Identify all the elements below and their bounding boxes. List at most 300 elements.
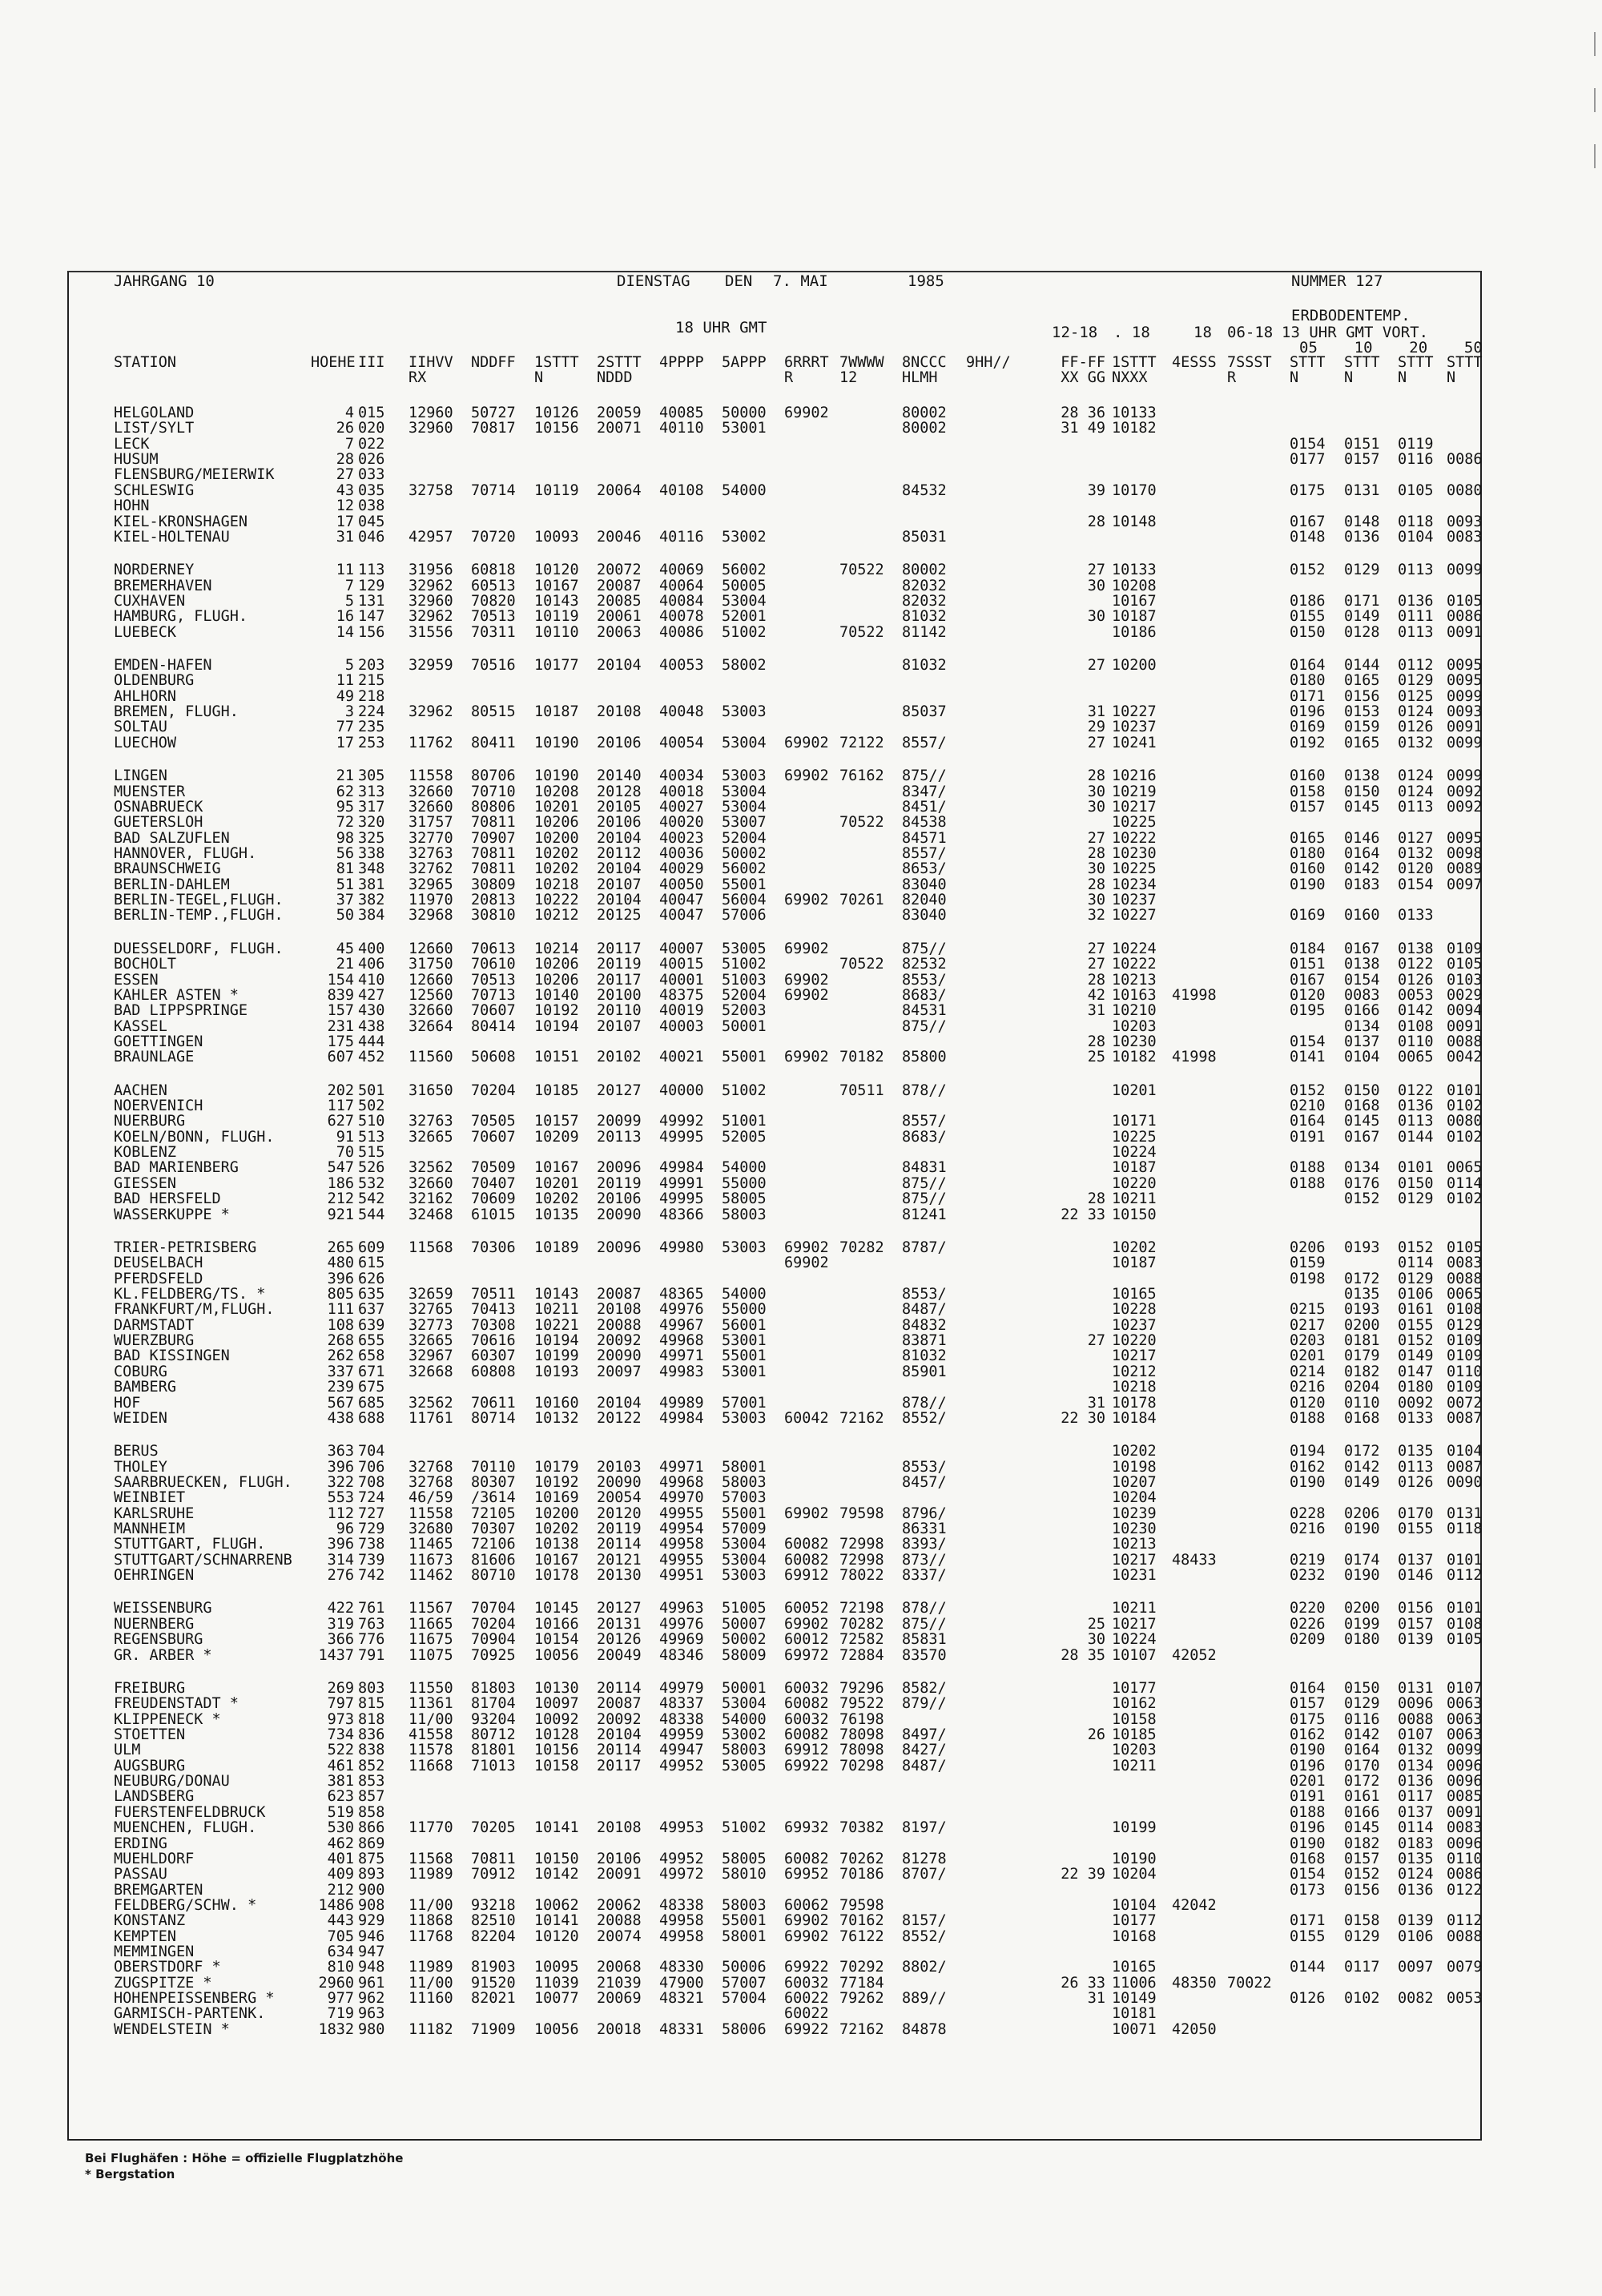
cell-soil-20: 0156 [1398, 1600, 1434, 1617]
cell-soil-50: 0129 [1447, 1317, 1483, 1334]
cell-temp-2: 20085 [597, 593, 642, 610]
cell-block-id: 410 [358, 972, 385, 989]
cell-soil-50: 0112 [1447, 1567, 1483, 1584]
cell-soil-10: 0172 [1344, 1773, 1380, 1790]
cell-temp-2: 20122 [597, 1410, 642, 1427]
cell-temp-1: 11039 [534, 1975, 579, 1992]
cell-height: 973 [327, 1711, 354, 1728]
cell-soil-10: 0182 [1344, 1835, 1380, 1852]
cell-nddff: 50608 [471, 1049, 516, 1065]
cell-iihvv: 32660 [409, 799, 453, 816]
cell-temp-1: 10154 [534, 1631, 579, 1648]
cell-pressure-4: 49995 [659, 1190, 704, 1207]
cell-soil-50: 0102 [1447, 1190, 1483, 1207]
cell-station: ULM [114, 1742, 141, 1758]
cell-height: 11 [336, 672, 354, 689]
cell-soil-10: 0137 [1344, 1033, 1380, 1050]
cell-temp-2: 20119 [597, 1175, 642, 1192]
cell-soil-50: 0112 [1447, 1912, 1483, 1929]
cell-temp-max-min: 10212 [1112, 1364, 1157, 1380]
cell-weather-7: 70282 [839, 1239, 884, 1256]
cell-soil-20: 0107 [1398, 1726, 1434, 1743]
cell-iihvv: 11762 [409, 735, 453, 751]
cell-station: OBERSTDORF * [114, 1959, 221, 1976]
cell-height: 91 [336, 1129, 354, 1146]
cell-pressure-4: 49969 [659, 1631, 704, 1648]
cell-soil-20: 0136 [1398, 1882, 1434, 1899]
cell-soil-50: 0086 [1447, 451, 1483, 468]
cell-wind-max: 28 [1087, 972, 1105, 989]
cell-tendency-5: 50005 [722, 578, 767, 594]
cell-soil-10: 0200 [1344, 1317, 1380, 1334]
table-row [0, 1774, 1522, 1789]
cell-temp-1: 10201 [534, 799, 579, 816]
cell-temp-max-min: 10167 [1112, 593, 1157, 610]
cell-precip-6: 60032 [784, 1680, 829, 1697]
cell-tendency-5: 55001 [722, 1505, 767, 1522]
cell-soil-10: 0150 [1344, 783, 1380, 800]
cell-precip-6: 69922 [784, 1959, 829, 1976]
cell-cloud-8: 8683/ [902, 987, 947, 1004]
cell-height: 212 [327, 1190, 354, 1207]
cell-station: EMDEN-HAFEN [114, 657, 212, 674]
cell-height: 31 [336, 529, 354, 546]
cell-temp-1: 10221 [534, 1317, 579, 1334]
cell-cloud-8: 85031 [902, 529, 947, 546]
cell-temp-max-min: 10148 [1112, 514, 1157, 530]
cell-block-id: 639 [358, 1317, 385, 1334]
cell-nddff: 80806 [471, 799, 516, 816]
cell-block-id: 320 [358, 814, 385, 831]
cell-pressure-4: 49980 [659, 1239, 704, 1256]
cell-station: LUEBECK [114, 624, 176, 641]
cell-tendency-5: 51003 [722, 972, 767, 989]
cell-pressure-4: 48338 [659, 1897, 704, 1914]
cell-height: 396 [327, 1536, 354, 1553]
cell-temp-2: 20063 [597, 624, 642, 641]
cell-cloud-8: 875// [902, 1190, 947, 1207]
cell-temp-max-min: 10211 [1112, 1190, 1157, 1207]
cell-nddff: 70610 [471, 956, 516, 973]
cell-precip-6: 69902 [784, 735, 829, 751]
den-label: DEN [725, 272, 753, 290]
table-row [0, 1176, 1522, 1191]
cell-precip-6: 60082 [784, 1695, 829, 1712]
cell-cloud-8: 8347/ [902, 783, 947, 800]
cell-station: BAD LIPPSPRINGE [114, 1002, 248, 1019]
cell-iihvv: 11770 [409, 1819, 453, 1836]
cell-station: FREIBURG [114, 1680, 186, 1697]
cell-soil-50: 0087 [1447, 1459, 1483, 1476]
cell-temp-2: 20104 [597, 892, 642, 908]
cell-snow-4: 42050 [1172, 2021, 1217, 2038]
cell-pressure-4: 40015 [659, 956, 704, 973]
cell-temp-1: 10150 [534, 1851, 579, 1867]
cell-temp-max-min: 10163 [1112, 987, 1157, 1004]
cell-block-id: 131 [358, 593, 385, 610]
cell-wind-max: 27 [1087, 1332, 1105, 1349]
group-header-1218: 12-18 [1052, 324, 1098, 341]
cell-iihvv: 31956 [409, 562, 453, 578]
cell-station: STUTTGART/SCHNARRENB [114, 1552, 292, 1569]
cell-soil-50: 0065 [1447, 1286, 1483, 1303]
cell-soil-20: 0124 [1398, 767, 1434, 784]
cell-height: 21 [336, 956, 354, 973]
cell-soil-10: 0206 [1344, 1505, 1380, 1522]
cell-temp-2: 20064 [597, 482, 642, 499]
cell-temp-1: 10166 [534, 1616, 579, 1633]
cell-cloud-8: 84538 [902, 814, 947, 831]
cell-soil-50: 0101 [1447, 1552, 1483, 1569]
cell-soil-50: 0079 [1447, 1959, 1483, 1976]
cell-iihvv: 11/00 [409, 1897, 453, 1914]
cell-iihvv: 11361 [409, 1695, 453, 1712]
cell-temp-2: 20074 [597, 1928, 642, 1945]
cell-cloud-8: 84831 [902, 1159, 947, 1176]
cell-temp-2: 20104 [597, 1395, 642, 1412]
cell-temp-1: 10208 [534, 783, 579, 800]
cell-soil-10: 0159 [1344, 719, 1380, 735]
cell-temp-2: 20072 [597, 562, 642, 578]
cell-height: 366 [327, 1631, 354, 1648]
cell-iihvv: 12560 [409, 987, 453, 1004]
cell-soil-50: 0114 [1447, 1175, 1483, 1192]
group-header-0618: 06-18 [1227, 324, 1274, 341]
table-row [0, 625, 1522, 640]
cell-temp-1: 10132 [534, 1410, 579, 1427]
cell-height: 175 [327, 1033, 354, 1050]
cell-temp-1: 10093 [534, 529, 579, 546]
cell-soil-50: 0122 [1447, 1882, 1483, 1899]
cell-iihvv: 11462 [409, 1567, 453, 1584]
cell-pressure-4: 40007 [659, 941, 704, 957]
cell-temp-max-min: 10198 [1112, 1459, 1157, 1476]
cell-soil-05: 0152 [1290, 1082, 1326, 1099]
cell-block-id: 947 [358, 1944, 385, 1960]
cell-soil-05: 0154 [1290, 1866, 1326, 1883]
cell-soil-10: 0161 [1344, 1788, 1380, 1805]
cell-tendency-5: 54000 [722, 1286, 767, 1303]
cell-iihvv: 32773 [409, 1317, 453, 1334]
cell-wind-max: 31 49 [1061, 420, 1105, 437]
cell-cloud-8: 8393/ [902, 1536, 947, 1553]
table-row [0, 1191, 1522, 1206]
cell-weather-7: 78098 [839, 1726, 884, 1743]
cell-wind-max: 28 [1087, 845, 1105, 862]
cell-tendency-5: 51002 [722, 956, 767, 973]
cell-height: 810 [327, 1959, 354, 1976]
cell-temp-2: 20110 [597, 1002, 642, 1019]
cell-cloud-8: 83040 [902, 907, 947, 924]
cell-station: ERDING [114, 1835, 167, 1852]
cell-station: LINGEN [114, 767, 167, 784]
cell-soil-20: 0137 [1398, 1552, 1434, 1569]
cell-soil-50: 0080 [1447, 482, 1483, 499]
cell-soil-05: 0198 [1290, 1271, 1326, 1287]
cell-pressure-4: 40003 [659, 1018, 704, 1035]
cell-soil-50: 0063 [1447, 1726, 1483, 1743]
cell-soil-20: 0114 [1398, 1819, 1434, 1836]
cell-nddff: 70811 [471, 1851, 516, 1867]
cell-soil-20: 0137 [1398, 1804, 1434, 1821]
table-row [0, 1601, 1522, 1616]
cell-temp-max-min: 10217 [1112, 1347, 1157, 1364]
cell-pressure-4: 49979 [659, 1680, 704, 1697]
cell-nddff: 80414 [471, 1018, 516, 1035]
cell-block-id: 776 [358, 1631, 385, 1648]
cell-temp-1: 10167 [534, 578, 579, 594]
cell-soil-05: 0151 [1290, 956, 1326, 973]
cell-precip-6: 69922 [784, 2021, 829, 2038]
cell-pressure-4: 49954 [659, 1521, 704, 1537]
cell-cloud-8: 8497/ [902, 1726, 947, 1743]
cell-wind-max: 28 35 [1061, 1647, 1105, 1664]
cell-wind-max: 28 36 [1061, 405, 1105, 421]
cell-height: 607 [327, 1049, 354, 1065]
cell-iihvv: 11160 [409, 1990, 453, 2007]
cell-block-id: 147 [358, 608, 385, 625]
cell-height: 56 [336, 845, 354, 862]
cell-precip-6: 60032 [784, 1711, 829, 1728]
cell-temp-1: 10206 [534, 972, 579, 989]
cell-iihvv: 32768 [409, 1459, 453, 1476]
cell-station: BERUS [114, 1443, 159, 1460]
cell-temp-1: 10209 [534, 1129, 579, 1146]
cell-temp-1: 10200 [534, 1505, 579, 1522]
cell-height: 396 [327, 1271, 354, 1287]
col-header-temp-2: 2STTT [597, 354, 642, 371]
cell-iihvv: 31750 [409, 956, 453, 973]
cell-station: WEISSENBURG [114, 1600, 212, 1617]
cell-station: KIEL-KRONSHAGEN [114, 514, 248, 530]
cell-height: 363 [327, 1443, 354, 1460]
cell-cloud-8: 875// [902, 1175, 947, 1192]
cell-soil-50: 0063 [1447, 1711, 1483, 1728]
cell-soil-50: 0083 [1447, 1819, 1483, 1836]
cell-snow-4: 41998 [1172, 1049, 1217, 1065]
cell-block-id: 727 [358, 1505, 385, 1522]
cell-weather-7: 70522 [839, 562, 884, 578]
group-header-18a: . 18 [1113, 324, 1150, 341]
table-row [0, 1820, 1522, 1835]
cell-temp-1: 10218 [534, 876, 579, 893]
cell-block-id: 836 [358, 1726, 385, 1743]
cell-soil-05: 0175 [1290, 1711, 1326, 1728]
cell-tendency-5: 51002 [722, 1082, 767, 1099]
cell-block-id: 893 [358, 1866, 385, 1883]
cell-height: 26 [336, 420, 354, 437]
cell-soil-05: 0152 [1290, 562, 1326, 578]
cell-temp-max-min: 10202 [1112, 1443, 1157, 1460]
cell-temp-2: 20062 [597, 1897, 642, 1914]
soil-temp-title: ERDBODENTEMP. [1291, 307, 1411, 324]
cell-soil-20: 0088 [1398, 1711, 1434, 1728]
cell-temp-max-min: 10202 [1112, 1239, 1157, 1256]
cell-iihvv: 11/00 [409, 1975, 453, 1992]
cell-cloud-8: 8337/ [902, 1567, 947, 1584]
cell-tendency-5: 50002 [722, 845, 767, 862]
cell-block-id: 742 [358, 1567, 385, 1584]
cell-temp-max-min: 10203 [1112, 1018, 1157, 1035]
cell-temp-2: 20114 [597, 1742, 642, 1758]
cell-temp-1: 10214 [534, 941, 579, 957]
cell-temp-max-min: 10170 [1112, 482, 1157, 499]
table-row [0, 405, 1522, 421]
cell-pressure-4: 49995 [659, 1129, 704, 1146]
cell-cloud-8: 8653/ [902, 860, 947, 877]
table-row [0, 673, 1522, 688]
cell-soil-05: 0216 [1290, 1379, 1326, 1396]
cell-weather-7: 79296 [839, 1680, 884, 1697]
cell-temp-max-min: 10133 [1112, 562, 1157, 578]
cell-temp-2: 20120 [597, 1505, 642, 1522]
cell-temp-max-min: 10177 [1112, 1680, 1157, 1697]
col-header-weather-7: 7WWWW [839, 354, 884, 371]
cell-weather-7: 79598 [839, 1897, 884, 1914]
cell-wind-max: 29 [1087, 719, 1105, 735]
cell-pressure-4: 49976 [659, 1616, 704, 1633]
cell-pressure-4: 49984 [659, 1159, 704, 1176]
cell-height: 443 [327, 1912, 354, 1929]
cell-temp-1: 10179 [534, 1459, 579, 1476]
cell-cloud-8: 82032 [902, 593, 947, 610]
col-header-cloud-8: HLMH [902, 369, 938, 386]
cell-soil-20: 0108 [1398, 1018, 1434, 1035]
cell-height: 977 [327, 1990, 354, 2007]
cell-height: 381 [327, 1773, 354, 1790]
cell-temp-2: 20090 [597, 1347, 642, 1364]
cell-iihvv: 32962 [409, 578, 453, 594]
cell-wind-max: 22 39 [1061, 1866, 1105, 1883]
cell-station: HUSUM [114, 451, 159, 468]
cell-station: BERLIN-TEGEL,FLUGH. [114, 892, 284, 908]
col-header-wind-max: XX GG [1061, 369, 1105, 386]
cell-temp-1: 10062 [534, 1897, 579, 1914]
cell-soil-20: 0101 [1398, 1159, 1434, 1176]
cell-station: REGENSBURG [114, 1631, 203, 1648]
cell-precip-6: 60082 [784, 1726, 829, 1743]
cell-iihvv: 32763 [409, 1113, 453, 1130]
cell-soil-50: 0097 [1447, 876, 1483, 893]
cell-soil-20: 0114 [1398, 1255, 1434, 1271]
cell-weather-7: 70292 [839, 1959, 884, 1976]
cell-iihvv: 32967 [409, 1347, 453, 1364]
cell-height: 4 [344, 405, 354, 421]
cell-temp-1: 10120 [534, 1928, 579, 1945]
cell-weather-7: 76162 [839, 767, 884, 784]
cell-soil-10: 0150 [1344, 1680, 1380, 1697]
cell-soil-20: 0133 [1398, 1410, 1434, 1427]
cell-weather-7: 72162 [839, 1410, 884, 1427]
cell-pressure-4: 48365 [659, 1286, 704, 1303]
cell-nddff: 71909 [471, 2021, 516, 2038]
cell-wind-max: 31 [1087, 1002, 1105, 1019]
col-header-temp-1: 1STTT [534, 354, 579, 371]
cell-soil-50: 0080 [1447, 1113, 1483, 1130]
cell-temp-1: 10202 [534, 1521, 579, 1537]
cell-soil-20: 0104 [1398, 529, 1434, 546]
cell-precip-6: 60082 [784, 1536, 829, 1553]
cell-block-id: 452 [358, 1049, 385, 1065]
cell-soil-50: 0095 [1447, 657, 1483, 674]
cell-soil-05: 0171 [1290, 1912, 1326, 1929]
cell-station: KLIPPENECK * [114, 1711, 221, 1728]
cell-soil-10: 0165 [1344, 672, 1380, 689]
cell-block-id: 946 [358, 1928, 385, 1945]
cell-soil-05: 0162 [1290, 1459, 1326, 1476]
cell-weather-7: 77184 [839, 1975, 884, 1992]
cell-station: STUTTGART, FLUGH. [114, 1536, 266, 1553]
table-row [0, 1867, 1522, 1882]
cell-height: 480 [327, 1255, 354, 1271]
cell-nddff: 81606 [471, 1552, 516, 1569]
cell-tendency-5: 53003 [722, 1567, 767, 1584]
cell-block-id: 658 [358, 1347, 385, 1364]
cell-soil-10: 0142 [1344, 1726, 1380, 1743]
cell-block-id: 156 [358, 624, 385, 641]
cell-temp-1: 10200 [534, 830, 579, 847]
cell-station: HOHENPEISSENBERG * [114, 1990, 275, 2007]
cell-temp-1: 10167 [534, 1552, 579, 1569]
cell-precip-6: 69902 [784, 405, 829, 421]
col-header-pressure-4: 4PPPP [659, 354, 704, 371]
cell-temp-1: 10151 [534, 1049, 579, 1065]
cell-station: NOERVENICH [114, 1098, 203, 1114]
cell-temp-max-min: 10168 [1112, 1928, 1157, 1945]
cell-soil-20: 0136 [1398, 593, 1434, 610]
cell-soil-05: 0155 [1290, 1928, 1326, 1945]
cell-soil-50: 0093 [1447, 703, 1483, 720]
cell-tendency-5: 51001 [722, 1113, 767, 1130]
cell-height: 1832 [318, 2021, 354, 2038]
cell-nddff: 70811 [471, 845, 516, 862]
cell-pressure-4: 49972 [659, 1866, 704, 1883]
cell-block-id: 515 [358, 1144, 385, 1161]
cell-precip-6: 69912 [784, 1567, 829, 1584]
cell-block-id: 501 [358, 1082, 385, 1099]
year: 1985 [908, 272, 944, 290]
cell-block-id: 129 [358, 578, 385, 594]
cell-tendency-5: 53004 [722, 1552, 767, 1569]
cell-tendency-5: 53004 [722, 593, 767, 610]
cell-soil-50: 0099 [1447, 767, 1483, 784]
cell-pressure-4: 48375 [659, 987, 704, 1004]
cell-soil-05: 0144 [1290, 1959, 1326, 1976]
cell-soil-20: 0097 [1398, 1959, 1434, 1976]
cell-temp-1: 10141 [534, 1912, 579, 1929]
cell-soil-05: 0190 [1290, 876, 1326, 893]
cell-nddff: 70820 [471, 593, 516, 610]
table-row [0, 1396, 1522, 1411]
cell-tendency-5: 58002 [722, 657, 767, 674]
col-header-temp-max-min: 1STTT [1112, 354, 1157, 371]
cell-station: AACHEN [114, 1082, 167, 1099]
cell-soil-20: 0129 [1398, 1190, 1434, 1207]
cell-tendency-5: 53007 [722, 814, 767, 831]
cell-temp-2: 20112 [597, 845, 642, 862]
cell-soil-10: 0134 [1344, 1159, 1380, 1176]
cell-temp-1: 10190 [534, 767, 579, 784]
cell-soil-20: 0116 [1398, 451, 1434, 468]
cell-soil-10: 0145 [1344, 1113, 1380, 1130]
cell-cloud-8: 878// [902, 1600, 947, 1617]
cell-pressure-4: 49989 [659, 1395, 704, 1412]
cell-block-id: 532 [358, 1175, 385, 1192]
jahrgang: JAHRGANG 10 [114, 272, 215, 290]
cell-wind-max: 28 [1087, 767, 1105, 784]
cell-soil-20: 0152 [1398, 1239, 1434, 1256]
cell-iihvv: 11665 [409, 1616, 453, 1633]
